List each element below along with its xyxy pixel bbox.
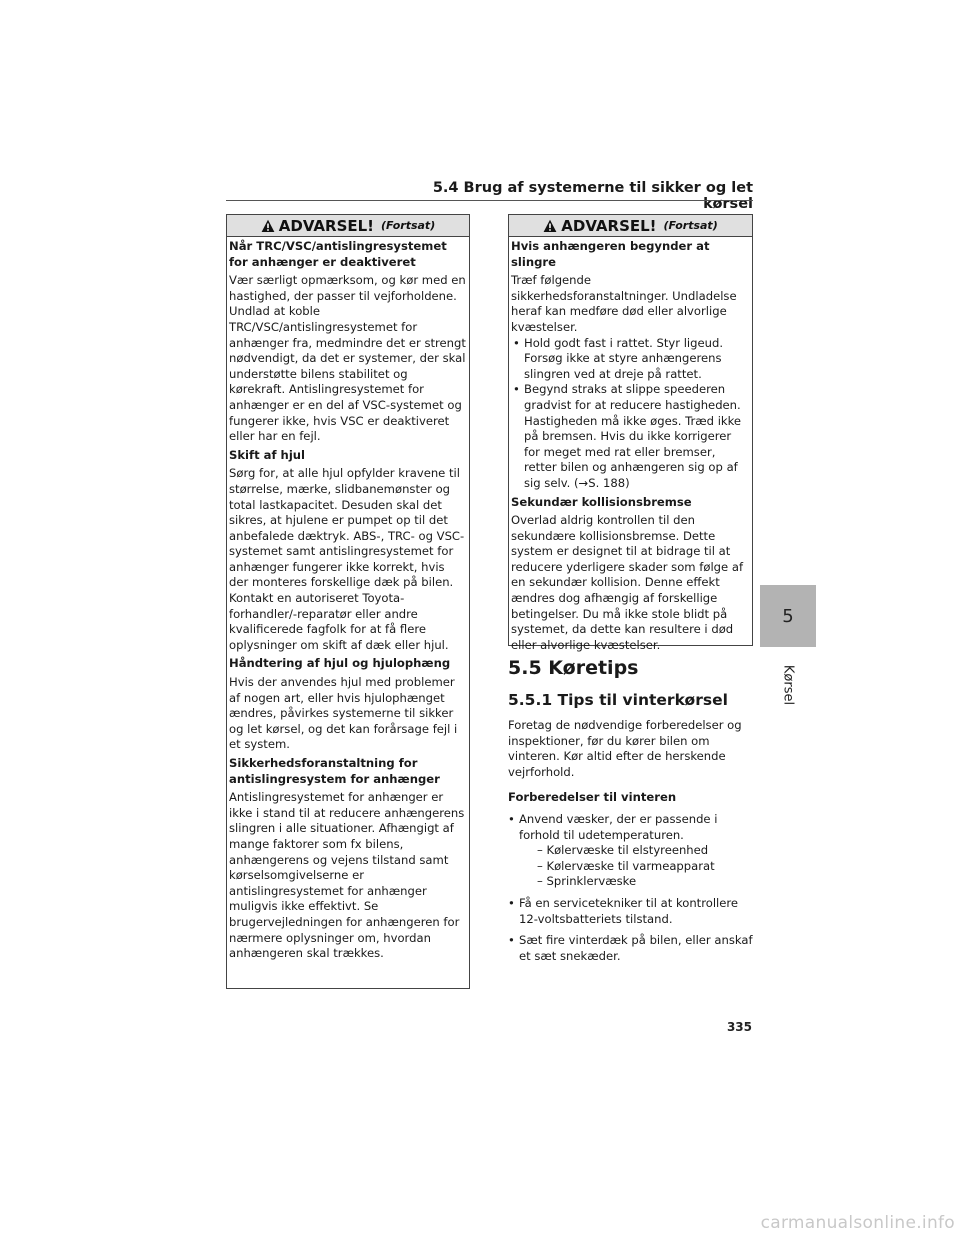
warning-triangle-icon bbox=[261, 219, 275, 233]
section-heading: Sekundær kollisionsbremse bbox=[511, 494, 692, 509]
warning-body bbox=[509, 237, 752, 653]
section-paragraph: Hvis der anvendes hjul med problemer af nogen art, eller hvis hjulophænget ændres, påvirkes systemerne til sikker og let kørsel, og det kan forårsage fejl i et system. bbox=[229, 675, 458, 752]
list-item: • Sæt fire vinterdæk på bilen, eller anskaf et sæt snekæder. bbox=[508, 933, 753, 964]
chapter-label-text: Kørsel bbox=[780, 664, 796, 706]
watermark: carmanualsonline.info bbox=[760, 1213, 955, 1233]
main-content bbox=[508, 656, 753, 964]
section-paragraph: Vær særligt opmærksom, og kør med en hastighed, der passer til vejforholdene. Undlad at koble TRC/VSC/antislingresystemet for anhænger fra, medmindre det er strengt nødvendigt, da det er systemer, der skal understøtte bilens stabilitet og kørekraft. Antislingresystemet for anhænger er en del af VSC-systemet og fungerer ikke, hvis VSC er deaktiveret eller har en fejl. bbox=[229, 273, 466, 444]
list-item bbox=[508, 812, 753, 890]
subsection-title: 5.5.1 Tips til vinterkørsel bbox=[508, 691, 728, 709]
section-heading: Når TRC/VSC/antislingresystemet for anhænger er deaktiveret bbox=[229, 239, 447, 269]
warning-label: ADVARSEL! bbox=[561, 216, 657, 235]
warning-title-bar bbox=[227, 215, 469, 237]
section-heading: Skift af hjul bbox=[229, 447, 306, 462]
intro-paragraph: Foretag de nødvendige forberedelser og inspektioner, før du kører bilen om vinteren. Kør altid efter de herskende vejrforhold. bbox=[508, 718, 742, 779]
sub-item: – Kølervæske til varmeapparat bbox=[537, 858, 715, 873]
list-item-text: • Anvend væsker, der er passende i forhold til udetemperaturen. bbox=[519, 811, 718, 842]
bullet-item: • Hold godt fast i rattet. Styr ligeud. Forsøg ikke at styre anhængerens slingren ved at dreje på rattet. bbox=[511, 336, 750, 383]
header-divider bbox=[226, 200, 753, 201]
section-paragraph: Sørg for, at alle hjul opfylder kravene til størrelse, mærke, slidbanemønster og total lastkapacitet. Desuden skal det sikres, at hjulene er pumpet op til det anbefalede dæktryk. ABS-, TRC- og VSC-systemet samt antislingresystemet for anhænger fungerer ikke korrekt, hvis der monteres forskellige dæk på bilen. Kontakt en autoriseret Toyota-forhandler/-reparatør eller andre kvalificerede fagfolk for at få flere oplysninger om skift af dæk eller hjul. bbox=[229, 466, 465, 652]
chapter-tab: 5 bbox=[760, 585, 816, 647]
chapter-label bbox=[778, 655, 798, 715]
warning-box-right bbox=[508, 214, 753, 652]
section-title: 5.5 Køretips bbox=[508, 657, 639, 679]
preparation-heading: Forberedelser til vinteren bbox=[508, 790, 677, 805]
warning-label: ADVARSEL! bbox=[278, 216, 375, 235]
section-heading: Hvis anhængeren begynder at slingre bbox=[511, 239, 710, 269]
bullet-item: • Begynd straks at slippe speederen gradvist for at reducere hastigheden. Hastigheden må ikke øges. Træd ikke på bremsen. Hvis du ikke korrigerer for meget med rat eller bremser, retter bilen og anhængeren sig op af sig selv. (→S. 188) bbox=[511, 382, 750, 491]
warning-triangle-icon bbox=[543, 219, 557, 233]
warning-continued: (Fortsat) bbox=[381, 219, 436, 232]
sub-item: – Kølervæske til elstyreenhed bbox=[537, 843, 709, 858]
warning-title-bar bbox=[509, 215, 752, 237]
section-paragraph: Overlad aldrig kontrollen til den sekundære kollisionsbremse. Dette system er designet til at bidrage til at reducere yderligere skader som følge af en sekundær kollision. Denne effekt ændres dog afhængig af forskellige betingelser. Du må ikke stole blidt på systemet, da dette kan resultere i død eller alvorlige kvæstelser. bbox=[511, 513, 744, 652]
sub-item: – Sprinklervæske bbox=[537, 874, 637, 889]
warning-box-left bbox=[226, 214, 470, 989]
page-number: 335 bbox=[726, 1020, 752, 1034]
section-paragraph: Antislingresystemet for anhænger er ikke i stand til at reducere anhængerens slingren i alle situationer. Afhængigt af mange faktorer som fx bilens, anhængerens og vejens tilstand samt kørselsomgivelserne er antislingresystemet for anhænger muligvis ikke effektivt. Se brugervejledningen for anhængeren for nærmere oplysninger om, hvordan anhængeren skal trækkes. bbox=[229, 790, 465, 961]
warning-continued: (Fortsat) bbox=[663, 219, 718, 232]
section-heading: Sikkerhedsforanstaltning for antislingresystem for anhænger bbox=[229, 756, 440, 786]
warning-body bbox=[227, 237, 469, 962]
page-header: 5.4 Brug af systemerne til sikker og let kørsel bbox=[432, 180, 753, 212]
list-item: • Få en servicetekniker til at kontrollere 12-voltsbatteriets tilstand. bbox=[508, 896, 753, 927]
section-heading: Håndtering af hjul og hjulophæng bbox=[229, 656, 451, 671]
preparation-list bbox=[508, 812, 753, 964]
section-paragraph: Træf følgende sikkerhedsforanstaltninger. Undladelse heraf kan medføre død eller alvorlige kvæstelser. bbox=[511, 273, 737, 334]
